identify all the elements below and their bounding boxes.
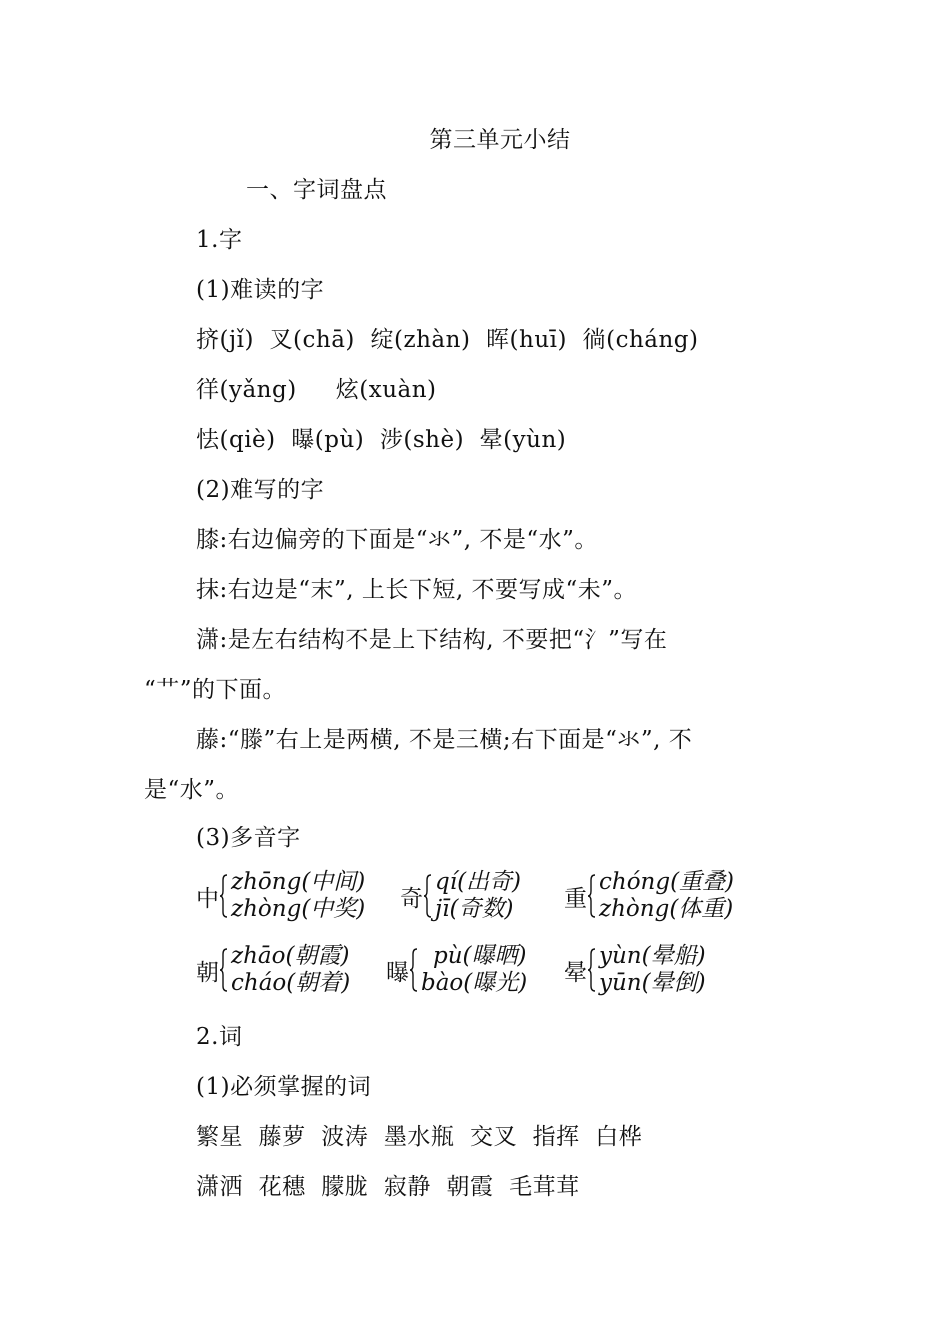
brace-icon — [588, 874, 596, 918]
reading-2: bào(曝光) — [421, 970, 528, 996]
hard-read-line-1: 挤(jǐ) 叉(chā) 绽(zhàn) 晖(huī) 徜(cháng) — [196, 327, 699, 353]
polyphonic-group-zhao — [196, 943, 350, 997]
reading-2: cháo(朝着) — [231, 970, 351, 996]
hard-write-teng2-1: 藤:“滕”右上是两横, 不是三横;右下面是“氺”, 不 — [196, 727, 693, 753]
polyphonic-group-yun — [564, 943, 706, 997]
polyphonic-char: 曝 — [386, 959, 409, 986]
hard-write-teng2-2: 是“水”。 — [144, 777, 240, 803]
reading-2: jī(奇数) — [435, 896, 514, 922]
reading-1: zhāo(朝霞) — [231, 943, 350, 969]
page-title: 第三单元小结 — [429, 127, 571, 153]
reading-2: zhòng(中奖) — [231, 896, 366, 922]
hard-read-line-3: 怯(qiè) 曝(pù) 涉(shè) 晕(yùn) — [196, 427, 567, 453]
polyphonic-char: 朝 — [196, 959, 219, 986]
polyphonic-char: 中 — [196, 885, 219, 912]
brace-icon — [410, 948, 418, 992]
section-heading: 一、字词盘点 — [246, 177, 387, 203]
polyphonic-group-chong — [564, 869, 734, 923]
hard-write-mo: 抹:右边是“末”, 上长下短, 不要写成“未”。 — [196, 577, 638, 603]
brace-icon — [220, 874, 228, 918]
brace-icon — [424, 874, 432, 918]
reading-1: zhōng(中间) — [231, 869, 366, 895]
reading-1: yùn(晕船) — [599, 943, 706, 969]
hard-write-teng: 膝:右边偏旁的下面是“氺”, 不是“水”。 — [196, 527, 598, 553]
hard-write-xiao-1: 潇:是左右结构不是上下结构, 不要把“氵”写在 — [196, 627, 668, 653]
subsection-words: 2.词 — [196, 1024, 243, 1050]
polyphonic-group-pu — [386, 943, 527, 997]
brace-icon — [588, 948, 596, 992]
polyphonic-heading: (3)多音字 — [196, 825, 301, 851]
must-words-heading: (1)必须掌握的词 — [196, 1074, 372, 1100]
polyphonic-char: 奇 — [400, 885, 423, 912]
must-words-line-1: 繁星 藤萝 波涛 墨水瓶 交叉 指挥 白桦 — [196, 1124, 643, 1150]
hard-read-line-2: 徉(yǎng) 炫(xuàn) — [196, 377, 437, 403]
polyphonic-group-zhong — [196, 869, 365, 923]
reading-1: pù(曝晒) — [433, 943, 527, 969]
hard-write-heading: (2)难写的字 — [196, 477, 325, 503]
polyphonic-char: 晕 — [564, 959, 587, 986]
subsection-chars: 1.字 — [196, 227, 243, 253]
reading-1: qí(出奇) — [435, 869, 522, 895]
polyphonic-char: 重 — [564, 885, 587, 912]
reading-2: zhòng(体重) — [599, 896, 734, 922]
brace-icon — [220, 948, 228, 992]
hard-write-xiao-2: “艹”的下面。 — [144, 677, 287, 703]
hard-read-heading: (1)难读的字 — [196, 277, 325, 303]
polyphonic-group-qi — [400, 869, 521, 923]
reading-2: yūn(晕倒) — [599, 970, 706, 996]
must-words-line-2: 潇洒 花穗 朦胧 寂静 朝霞 毛茸茸 — [196, 1174, 580, 1200]
reading-1: chóng(重叠) — [599, 869, 735, 895]
